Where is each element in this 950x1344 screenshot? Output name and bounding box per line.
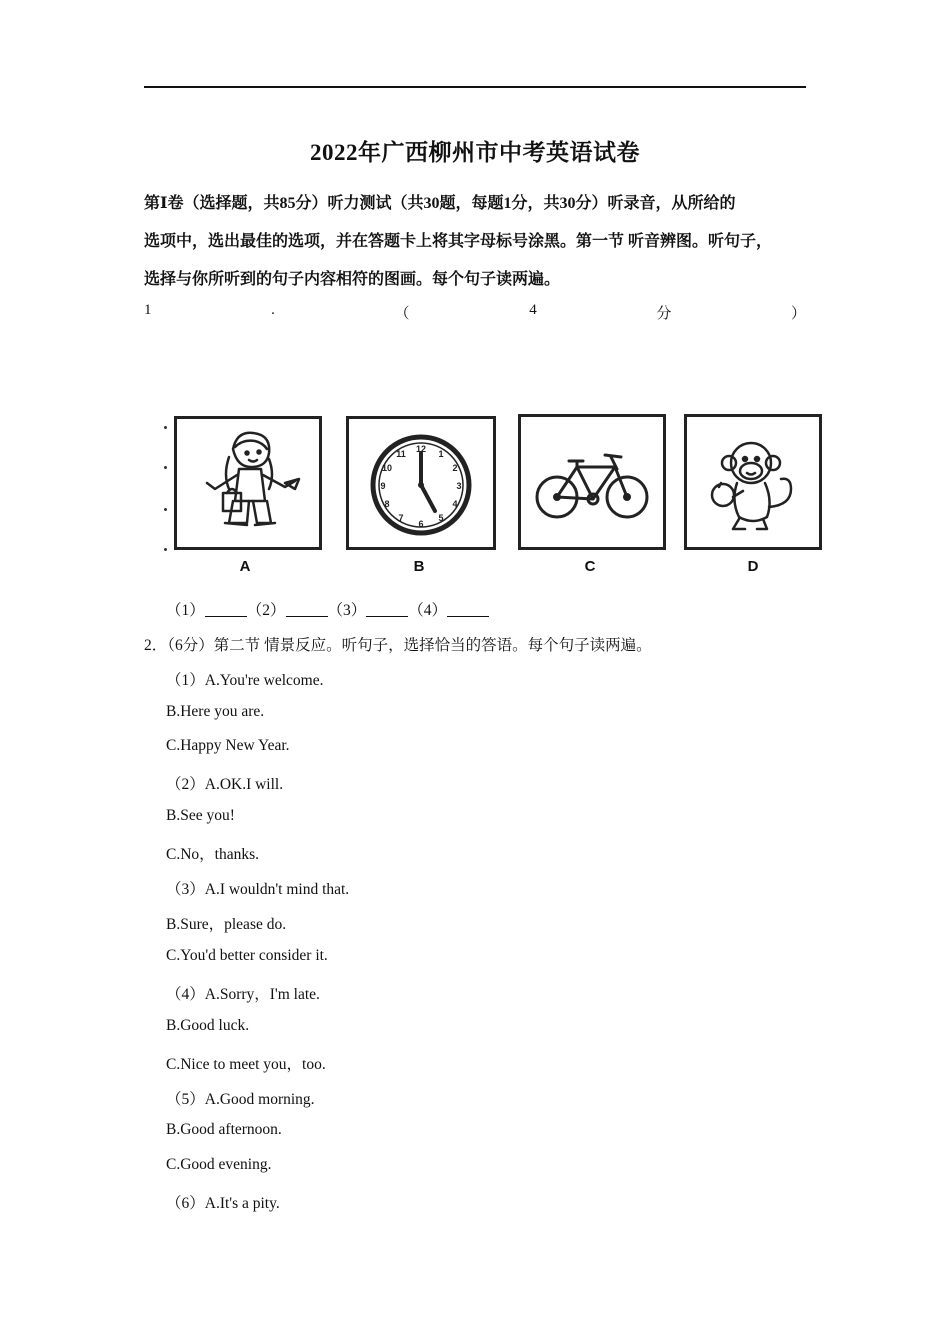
picture-label-a: A xyxy=(239,558,251,575)
svg-text:12: 12 xyxy=(415,444,427,454)
score-open-paren: （ xyxy=(394,306,410,322)
intro-line-1: 第Ⅰ卷（选择题，共85分）听力测试（共30题，每题1分，共30分）听录音，从所给的 xyxy=(144,195,736,212)
option-line: B.Here you are. xyxy=(166,703,265,720)
svg-text:8: 8 xyxy=(384,499,390,509)
option-line: B.Good afternoon. xyxy=(166,1121,282,1138)
option-line: （6）A.It's a pity. xyxy=(166,1195,280,1212)
score-close-paren: ） xyxy=(790,306,806,322)
option-line: （3）A.I wouldn't mind that. xyxy=(166,881,350,898)
blank-label-2: （2） xyxy=(246,602,286,619)
picture-options xyxy=(160,408,828,590)
picture-c xyxy=(518,414,666,550)
answer-blank-1[interactable] xyxy=(205,602,247,617)
blank-label-3: （3） xyxy=(327,602,367,619)
question-number: 1 xyxy=(144,302,152,318)
option-line: （1）A.You're welcome. xyxy=(166,672,324,689)
option-line: C.Happy New Year. xyxy=(166,737,290,754)
option-line: B.Good luck. xyxy=(166,1017,250,1034)
picture-a xyxy=(174,416,322,550)
svg-text:9: 9 xyxy=(380,481,386,491)
picture-label-d: D xyxy=(747,558,759,575)
question-dot: . xyxy=(271,302,275,318)
picture-label-c: C xyxy=(584,558,596,575)
intro-line-3: 选择与你所听到的句子内容相符的图画。每个句子读两遍。 xyxy=(144,271,561,288)
svg-text:5: 5 xyxy=(438,513,444,523)
page-title: 2022年广西柳州市中考英语试卷 xyxy=(310,140,640,165)
answer-blank-2[interactable] xyxy=(286,602,328,617)
svg-text:3: 3 xyxy=(456,481,462,491)
question-1-header xyxy=(144,302,806,323)
option-line: C.Good evening. xyxy=(166,1156,272,1173)
svg-text:10: 10 xyxy=(381,463,393,473)
option-line: （5）A.Good morning. xyxy=(166,1091,315,1108)
question-2-header: 2．（6分）第二节 情景反应。听句子，选择恰当的答语。每个句子读两遍。 xyxy=(144,637,652,654)
option-line: C.Nice to meet you，too. xyxy=(166,1056,326,1073)
answer-blank-3[interactable] xyxy=(366,602,408,617)
header-rule xyxy=(144,86,806,88)
girl-icon xyxy=(177,419,319,547)
svg-text:7: 7 xyxy=(398,513,404,523)
svg-text:6: 6 xyxy=(418,519,424,529)
option-line: B.Sure，please do. xyxy=(166,916,287,933)
bicycle-icon xyxy=(521,417,663,547)
margin-dot xyxy=(164,548,167,551)
svg-text:2: 2 xyxy=(452,463,458,473)
blank-label-1: （1） xyxy=(166,602,205,619)
clock-icon xyxy=(349,419,493,547)
option-line: C.No，thanks. xyxy=(166,846,260,863)
margin-dot xyxy=(164,508,167,511)
picture-b xyxy=(346,416,496,550)
option-line: （4）A.Sorry，I'm late. xyxy=(166,986,320,1003)
picture-label-b: B xyxy=(413,558,425,575)
margin-dot xyxy=(164,466,167,469)
picture-d xyxy=(684,414,822,550)
score-value: 4 xyxy=(529,302,537,318)
answer-blank-4[interactable] xyxy=(447,602,489,617)
question-1-answer-blanks xyxy=(166,598,489,620)
svg-text:1: 1 xyxy=(438,449,444,459)
option-line: C.You'd better consider it. xyxy=(166,947,328,964)
blank-label-4: （4） xyxy=(408,602,448,619)
score-unit: 分 xyxy=(656,306,672,322)
option-line: （2）A.OK.I will. xyxy=(166,776,284,793)
monkey-icon xyxy=(687,417,819,547)
margin-dot xyxy=(164,426,167,429)
svg-text:4: 4 xyxy=(452,499,458,509)
intro-line-2: 选项中，选出最佳的选项，并在答题卡上将其字母标号涂黑。第一节 听音辨图。听句子， xyxy=(144,233,773,250)
option-line: B.See you! xyxy=(166,807,235,824)
svg-text:11: 11 xyxy=(396,449,406,459)
